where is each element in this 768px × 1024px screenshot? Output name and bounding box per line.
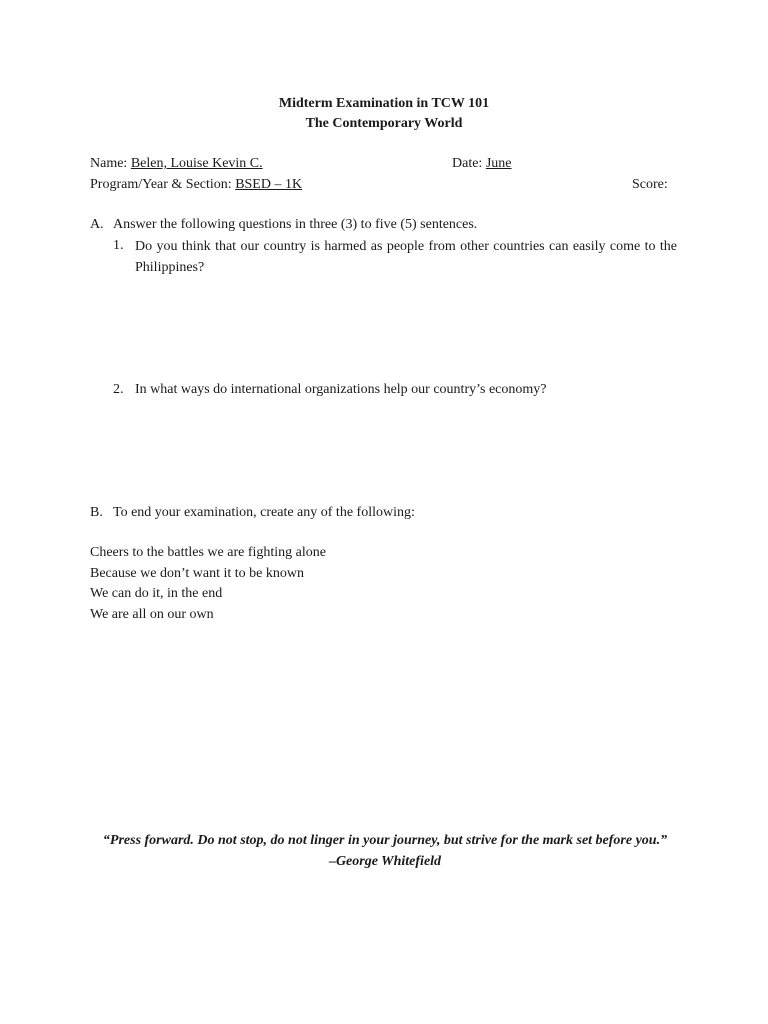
quote-author: –George Whitefield [328, 854, 442, 869]
poem-line: Cheers to the battles we are fighting alone [90, 545, 326, 560]
program-field [90, 176, 302, 194]
section-a-instruction: Answer the following questions in three (3) to five (5) sentences. [113, 217, 478, 232]
program-label: Program/Year & Section: [90, 177, 236, 192]
title-line-2: The Contemporary World [305, 116, 463, 131]
poem-line: We are all on our own [90, 607, 214, 622]
score-label: Score: [632, 177, 668, 192]
exam-title [0, 94, 768, 134]
poem-line: We can do it, in the end [90, 586, 223, 601]
section-a-marker: A. [90, 217, 104, 232]
title-line-1: Midterm Examination in TCW 101 [278, 96, 490, 111]
closing-quote [90, 830, 680, 872]
name-field [90, 155, 263, 173]
name-label: Name: [90, 156, 131, 171]
section-b-instruction: To end your examination, create any of the following: [113, 505, 415, 520]
quote-text: “Press forward. Do not stop, do not linger in your journey, but strive for the mark set before you.” [102, 833, 668, 848]
date-value: June [485, 156, 512, 171]
question-1-text: Do you think that our country is harmed as people from other countries can easily come to the Philippines? [135, 239, 677, 275]
poem-line: Because we don’t want it to be known [90, 566, 304, 581]
date-field [452, 155, 512, 173]
question-1-number: 1. [113, 238, 124, 253]
name-value: Belen, Louise Kevin C. [130, 156, 263, 171]
section-b-marker: B. [90, 505, 103, 520]
question-2-number: 2. [113, 382, 124, 397]
program-value: BSED – 1K [235, 177, 303, 192]
date-label: Date: [452, 156, 486, 171]
question-2-text: In what ways do international organizations help our country’s economy? [135, 382, 547, 397]
